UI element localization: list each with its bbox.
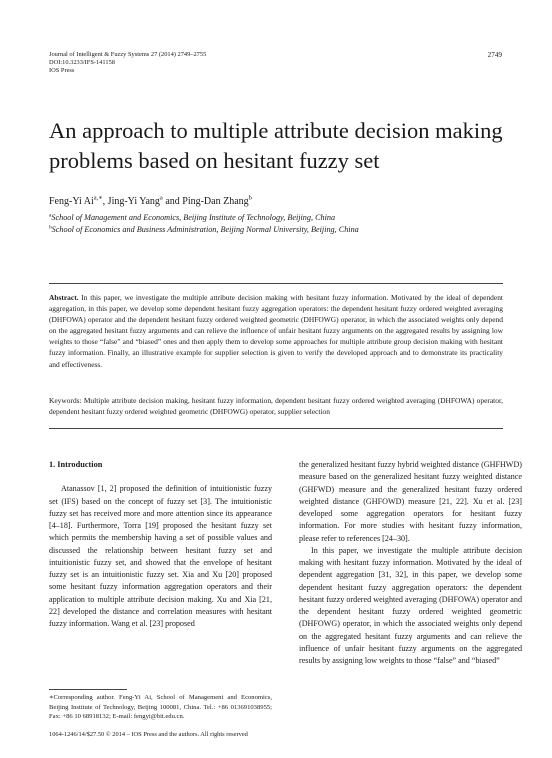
affiliation-text: School of Management and Economics, Beijing Institute of Technology, Beijing, China xyxy=(51,213,336,222)
body-paragraph: the generalized hesitant fuzzy hybrid weighted distance (GHFHWD) measure based on the generalized hesitant fuzzy weighted distance (GHFWD) measure and the generalized hesitant fuzzy ordered weighted distance (GHFOWD) measure [21, 22]. Xu et al. [23] developed some aggregation operators for hesitant fuzzy information. For more studies with hesitant fuzzy information, please refer to references [24–30]. xyxy=(299,460,522,543)
author-line xyxy=(49,196,252,207)
right-column xyxy=(299,459,522,667)
abstract-label: Abstract. xyxy=(49,293,79,302)
left-column xyxy=(49,459,272,630)
publisher: IOS Press xyxy=(49,67,75,75)
abstract-text: In this paper, we investigate the multiple attribute decision making with hesitant fuzzy information. Motivated by the ideal of dependent aggregation, in this paper, we develop some dependent hesitant fuzzy aggregation operators: the dependent hesitant fuzzy ordered weighted averaging (DHFOWA) operator and the dependent hesitant fuzzy ordered weighted geometric (DHFOWG) operator, in which the associated weights only depend on the aggregated hesitant fuzzy arguments and can relieve the influence of unfair hesitant fuzzy arguments on the aggregated results by assigning low weights to those “false” and “biased” ones and then apply them to develop some approaches for multiple attribute group decision making with hesitant fuzzy information. Finally, an illustrative example for supplier selection is given to verify the developed approach and to demonstrate its practicality and effectiveness. xyxy=(49,293,503,369)
body-paragraph: Atanassov [1, 2] proposed the definition of intuitionistic fuzzy set (IFS) based on the concept of fuzzy set [3]. The intuitionistic fuzzy set has received more and more attention since its appearance [4–18]. Furthermore, Torra [19] proposed the hesitant fuzzy set which permits the membership having a set of possible values and discussed the relationship between hesitant fuzzy set and intuitionistic fuzzy set, and showed that the envelope of hesitant fuzzy set is an intuitionistic fuzzy set. Xia and Xu [20] proposed some hesitant fuzzy information aggregation operators and their application to multiple attribute decision making. Xu and Xia [21, 22] developed the distance and correlation measures with hesitant fuzzy information. Wang et al. [23] proposed xyxy=(49,484,272,628)
affiliation-mark: a xyxy=(49,212,52,219)
journal-citation: Journal of Intelligent & Fuzzy Systems 27 (2014) 2749–2755 xyxy=(49,51,207,58)
affiliation xyxy=(49,212,359,224)
author-separator: and xyxy=(162,196,183,207)
abstract xyxy=(49,292,503,370)
affiliation xyxy=(49,224,359,236)
corresponding-author-footnote: ∗Corresponding author. Feng-Yi Ai, School of Management and Economics, Beijing Institute of Technology, Beijing 100081, China. Tel.: +86 013691038955; Fax: +86 10 68918132; E-mail: fengyi@bit.edu.cn. xyxy=(49,694,272,721)
section-heading: 1. Introduction xyxy=(49,460,103,469)
affiliation-mark: b xyxy=(248,194,252,202)
affiliation-mark: a,∗ xyxy=(93,194,103,202)
affiliations xyxy=(49,212,359,236)
abstract-top-rule xyxy=(49,283,503,284)
paper-title: An approach to multiple attribute decision making problems based on hesitant fuzzy set xyxy=(49,118,503,173)
copyright-footer: 1064-1246/14/$27.50 © 2014 – IOS Press and the authors. All rights reserved xyxy=(49,731,248,738)
affiliation-mark: b xyxy=(49,224,52,231)
author-name: Ping-Dan Zhang xyxy=(182,196,249,207)
keywords: Keywords: Multiple attribute decision making, hesitant fuzzy information, dependent hesitant fuzzy ordered weighted averaging (DHFOWA) operator, dependent hesitant fuzzy ordered weighted geometric (DHFOWG) operator, supplier selection xyxy=(49,396,503,417)
author-separator: , xyxy=(102,196,108,207)
doi: DOI:10.3233/IFS-141158 xyxy=(49,59,115,67)
affiliation-mark: a xyxy=(159,194,163,202)
footnote-rule xyxy=(49,689,127,690)
keywords-bottom-rule xyxy=(49,428,503,429)
author-name: Jing-Yi Yang xyxy=(107,196,160,207)
page-number: 2749 xyxy=(487,51,502,59)
affiliation-text: School of Economics and Business Administration, Beijing Normal University, Beijing, China xyxy=(51,225,359,234)
author-name: Feng-Yi Ai xyxy=(49,196,94,207)
body-paragraph: In this paper, we investigate the multiple attribute decision making with hesitant fuzzy information. Motivated by the ideal of dependent aggregation [31, 32], in this paper, we develop some dependent hesitant fuzzy aggregation operators: the dependent hesitant fuzzy ordered weighted averaging (DHFOWA) operator and the dependent hesitant fuzzy ordered weighted geometric (DHFOWG) operator, in which the associated weights only depend on the aggregated hesitant fuzzy arguments and can relieve the influence of unfair hesitant fuzzy arguments on the aggregated results by assigning low weights to those “false” and “biased” xyxy=(299,545,522,665)
journal-info xyxy=(49,51,206,76)
